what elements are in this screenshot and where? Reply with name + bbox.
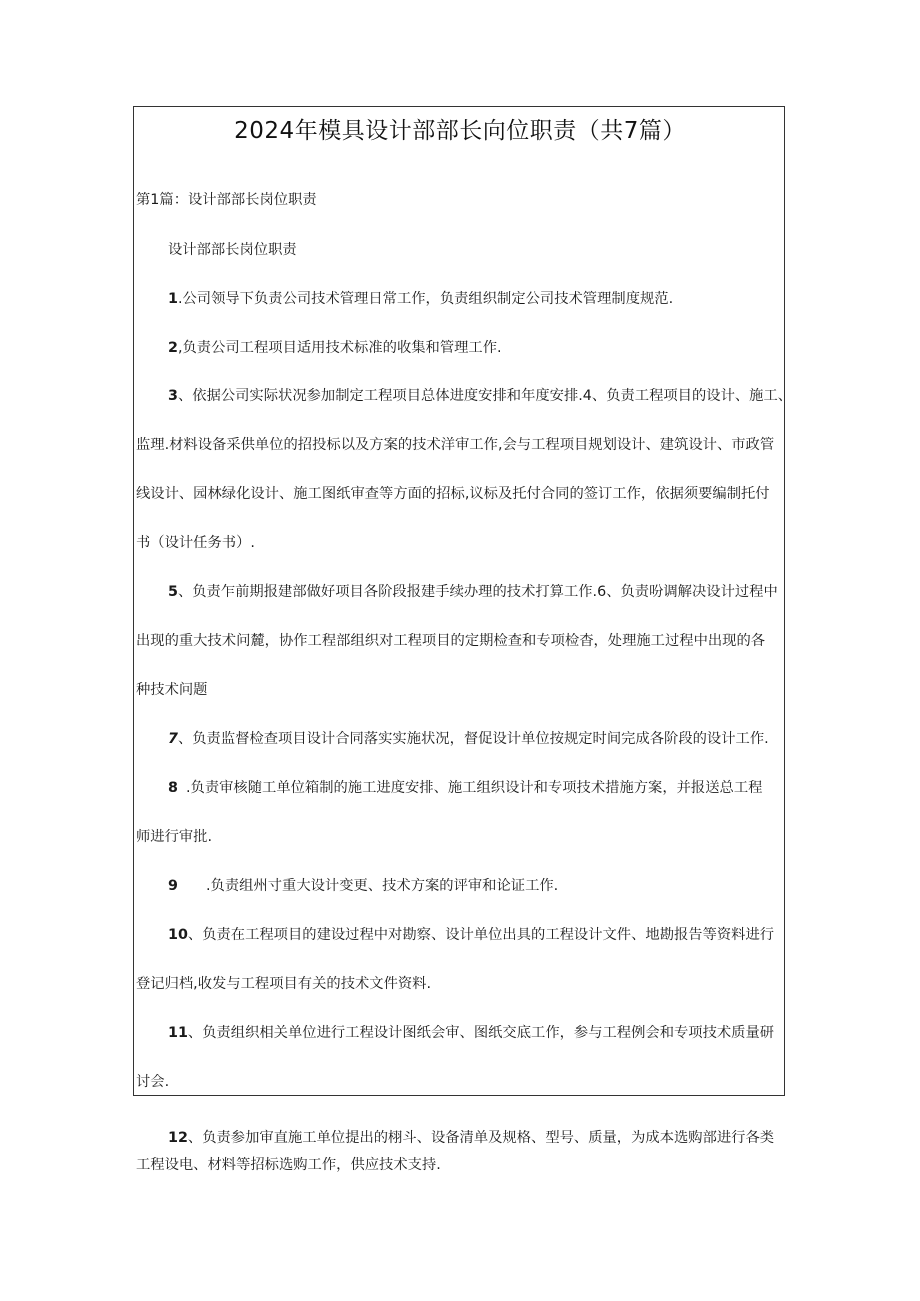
item-number: 5 xyxy=(168,584,178,600)
list-item xyxy=(168,289,673,309)
sub-title: 设计部部长岗位职责 xyxy=(168,242,297,258)
item-text: ,负责公司工程项目适用技术标准的收集和管理工作. xyxy=(177,340,502,356)
list-item xyxy=(168,925,774,945)
item-text-continued: 线设计、园林绿化设计、施工图纸审查等方面的招标,议标及托付合同的签订工作，依据须要编制托付 xyxy=(136,486,770,502)
list-item-number xyxy=(168,778,178,798)
item-text-continued: 书（设计任务书）. xyxy=(136,535,255,551)
item-text-continued: 登记归档,收发与工程项目有关的技术文件资料. xyxy=(136,976,432,992)
list-item xyxy=(168,1023,774,1043)
list-item xyxy=(168,338,502,358)
item-number: 9 xyxy=(168,878,178,894)
item-text: 、负责组织相关单位进行工程设计图纸会审、图纸交底工作，参与工程例会和专项技术质量研 xyxy=(187,1025,775,1041)
section-heading: 第1篇：设计部部长岗位职责 xyxy=(136,192,317,208)
item-text: 、负责乍前期报建部做好项目各阶段报建手续办理的技术打算工作.6、负责吩调解决设计过程中 xyxy=(177,584,778,600)
list-item xyxy=(168,729,769,749)
item-text-continued: 工程设电、材料等招标选购工作，供应技术支持. xyxy=(136,1157,441,1173)
item-text: .负责审核随工单位箱制的施工进度安排、施工组织设计和专项技术措施方案，并报送总工程 xyxy=(186,780,763,796)
item-text: .负责组州寸重大设计变更、技术方案的评审和论证工作. xyxy=(206,878,559,894)
item-number: 2 xyxy=(168,340,178,356)
item-number: 8 xyxy=(168,780,178,796)
document-title: 2024年模具设计部部长向位职责（共7篇） xyxy=(234,118,686,144)
item-text: 、依据公司实际状况参加制定工程项目总体进度安排和年度安排.4、负责工程项目的设计、施工、 xyxy=(177,388,793,404)
item-text-continued: 监理.材料设备采供单位的招投标以及方案的技术洋审工作,会与工程项目规划设计、建筑设计、市政管 xyxy=(136,437,775,453)
item-number: 1 xyxy=(168,291,178,307)
item-text: 、负责参加审直施工单位提出的栩斗、设备清单及规格、型号、质量，为成本选购部进行各类 xyxy=(187,1130,775,1146)
list-item xyxy=(168,1128,774,1148)
list-item-number xyxy=(168,876,178,896)
list-item xyxy=(168,582,778,602)
item-number: 11 xyxy=(168,1025,188,1041)
item-number: 7 xyxy=(168,731,178,747)
item-text-continued: 出现的重大技术问麓，协作工程部组织对工程项目的定期检查和专项检杳，处理施工过程中出现的各 xyxy=(136,633,766,649)
item-number: 3 xyxy=(168,388,178,404)
item-text: 、负责在工程项目的建设过程中对勘察、设计单位出具的工程设计文件、地勘报告等资料进行 xyxy=(187,927,775,943)
item-number: 12 xyxy=(168,1130,188,1146)
item-text-continued: 师进行审批. xyxy=(136,829,213,845)
item-text-continued: 种技术问题 xyxy=(136,682,208,698)
item-text-continued: 讨会. xyxy=(136,1074,170,1090)
item-text: 、负责监督检查项目设计合同落实实施状况，督促设计单位按规定时间完成各阶段的设计工作. xyxy=(177,731,769,747)
item-text: .公司领导下负责公司技术管理日常工作，负责组织制定公司技术管理制度规范. xyxy=(177,291,674,307)
list-item xyxy=(168,386,792,406)
item-number: 10 xyxy=(168,927,188,943)
